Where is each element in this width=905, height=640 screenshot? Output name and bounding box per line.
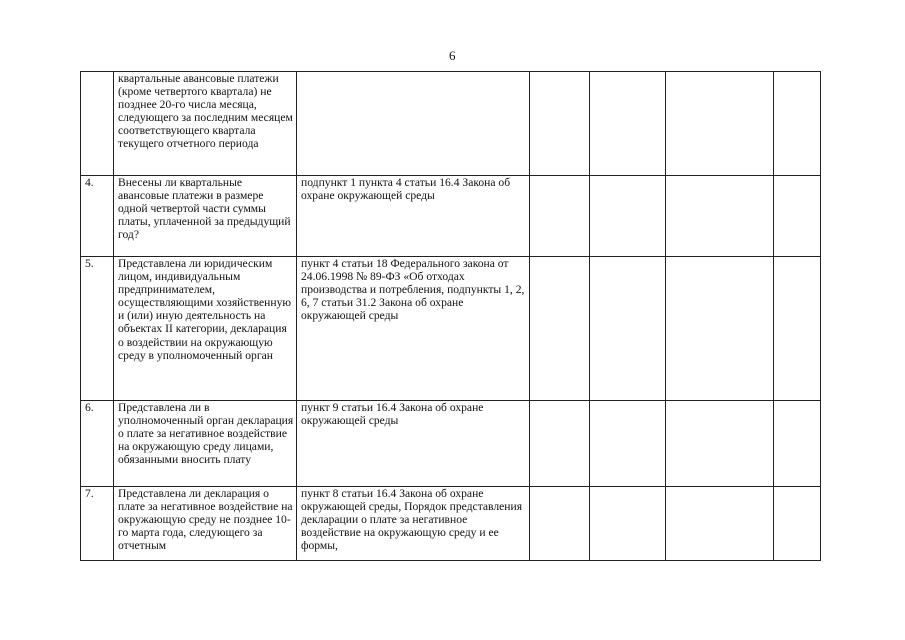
answer-yes-cell bbox=[530, 257, 590, 401]
answer-not-applicable-cell bbox=[666, 401, 774, 487]
table-row bbox=[81, 401, 821, 487]
table-row bbox=[81, 176, 821, 257]
answer-yes-cell bbox=[530, 487, 590, 561]
page-number: 6 bbox=[449, 48, 456, 63]
answer-no-cell bbox=[590, 487, 666, 561]
legal-reference-cell: пункт 8 статьи 16.4 Закона об охране окружающей среды, Порядок представления декларации о плате за негативное воздействие на окружающую среду и ее формы, bbox=[297, 487, 530, 561]
note-cell bbox=[774, 487, 821, 561]
answer-no-cell bbox=[590, 176, 666, 257]
note-cell bbox=[774, 72, 821, 176]
question-cell: Представлена ли в уполномоченный орган декларация о плате за негативное воздействие на окружающую среду лицами, обязанными вносить плату bbox=[114, 401, 297, 487]
question-cell: Внесены ли квартальные авансовые платежи в размере одной четвертой части суммы платы, уплаченной за предыдущий год? bbox=[114, 176, 297, 257]
table-row bbox=[81, 487, 821, 561]
note-cell bbox=[774, 257, 821, 401]
answer-yes-cell bbox=[530, 176, 590, 257]
answer-yes-cell bbox=[530, 401, 590, 487]
question-cell: квартальные авансовые платежи (кроме четвертого квартала) не позднее 20-го числа месяца, следующего за последним месяцем соответствующего квартала текущего отчетного периода bbox=[114, 72, 297, 176]
table-row bbox=[81, 72, 821, 176]
legal-reference-cell: пункт 4 статьи 18 Федерального закона от 24.06.1998 № 89-ФЗ «Об отходах производства и потребления, подпункты 1, 2, 6, 7 статьи 31.2 Закона об охране окружающей среды bbox=[297, 257, 530, 401]
checklist-table bbox=[80, 71, 821, 561]
row-number-cell: 7. bbox=[81, 487, 114, 561]
question-cell: Представлена ли юридическим лицом, индивидуальным предпринимателем, осуществляющими хозяйственную и (или) иную деятельность на объектах II категории, декларация о воздействии на окружающую среду в уполномоченный орган bbox=[114, 257, 297, 401]
note-cell bbox=[774, 176, 821, 257]
row-number-cell: 5. bbox=[81, 257, 114, 401]
answer-not-applicable-cell bbox=[666, 257, 774, 401]
answer-not-applicable-cell bbox=[666, 176, 774, 257]
answer-not-applicable-cell bbox=[666, 487, 774, 561]
question-cell: Представлена ли декларация о плате за негативное воздействие на окружающую среду не позднее 10-го марта года, следующего за отчетным bbox=[114, 487, 297, 561]
row-number-cell bbox=[81, 72, 114, 176]
answer-yes-cell bbox=[530, 72, 590, 176]
answer-not-applicable-cell bbox=[666, 72, 774, 176]
legal-reference-cell: пункт 9 статьи 16.4 Закона об охране окружающей среды bbox=[297, 401, 530, 487]
answer-no-cell bbox=[590, 257, 666, 401]
legal-reference-cell bbox=[297, 72, 530, 176]
table-row bbox=[81, 257, 821, 401]
row-number-cell: 4. bbox=[81, 176, 114, 257]
answer-no-cell bbox=[590, 401, 666, 487]
legal-reference-cell: подпункт 1 пункта 4 статьи 16.4 Закона об охране окружающей среды bbox=[297, 176, 530, 257]
note-cell bbox=[774, 401, 821, 487]
answer-no-cell bbox=[590, 72, 666, 176]
row-number-cell: 6. bbox=[81, 401, 114, 487]
